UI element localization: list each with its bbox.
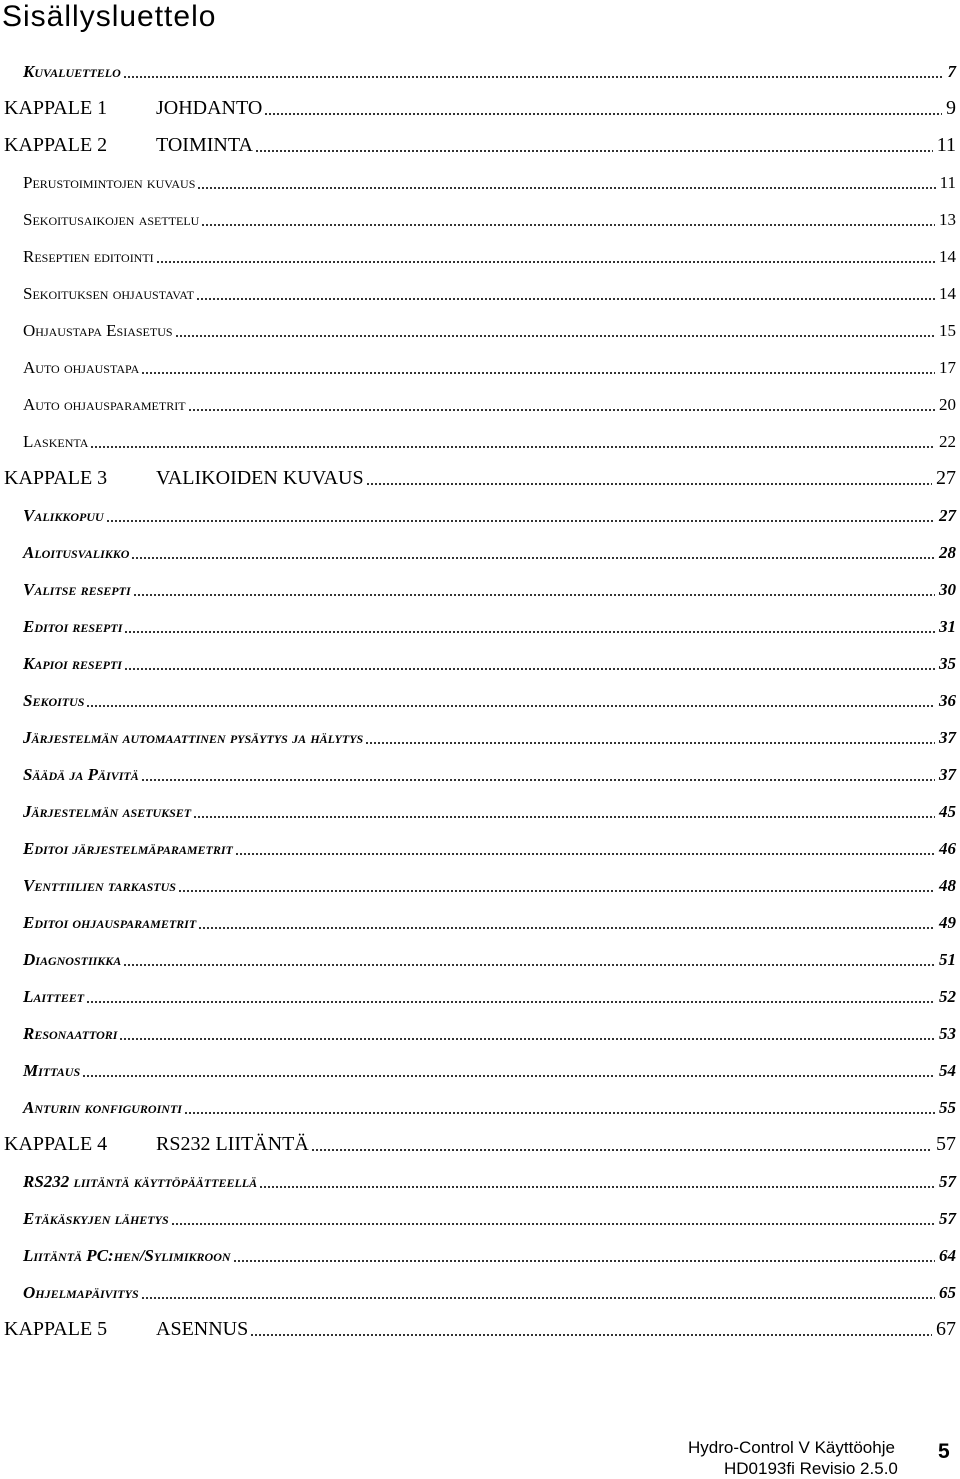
toc-entry[interactable] [0, 349, 960, 386]
section-title: Valikkopuu [23, 505, 104, 525]
toc-entry[interactable] [0, 978, 960, 1015]
page-number: 35 [939, 653, 956, 673]
toc-entry[interactable] [0, 201, 960, 238]
page-number: 14 [939, 246, 956, 266]
section-title: Sekoituksen ohjaustavat [23, 283, 194, 303]
dot-leader [178, 890, 935, 892]
chapter-number: KAPPALE 3 [4, 467, 108, 489]
page-number: 9 [946, 97, 956, 119]
section-title: Ohjelmapäivitys [23, 1282, 139, 1302]
dot-leader [366, 483, 932, 485]
toc-entry[interactable] [0, 682, 960, 719]
toc-entry[interactable] [0, 238, 960, 275]
page-number: 37 [939, 727, 956, 747]
page-number: 57 [939, 1208, 956, 1228]
toc-entry[interactable] [0, 1311, 960, 1348]
page-number: 27 [936, 467, 956, 489]
footer-page-number: 5 [938, 1440, 950, 1463]
chapter-title: RS232 LIITÄNTÄ [156, 1133, 309, 1155]
toc-entry[interactable] [0, 497, 960, 534]
dot-leader [365, 742, 935, 744]
dot-leader [141, 372, 935, 374]
toc-entry[interactable] [0, 312, 960, 349]
toc-entry[interactable] [0, 830, 960, 867]
page-number: 52 [939, 986, 956, 1006]
page-number: 30 [939, 579, 956, 599]
toc-entry[interactable] [0, 1052, 960, 1089]
dot-leader [131, 557, 935, 559]
dot-leader [133, 594, 935, 596]
dot-leader [250, 1334, 932, 1336]
toc-entry[interactable] [0, 1200, 960, 1237]
toc-entry[interactable] [0, 904, 960, 941]
section-title: Mittaus [23, 1060, 81, 1080]
section-title: Aloitusvalikko [23, 542, 130, 562]
chapter-number: KAPPALE 1 [4, 97, 108, 119]
dot-leader [86, 705, 935, 707]
chapter-title: VALIKOIDEN KUVAUS [156, 467, 364, 489]
toc-entry[interactable] [0, 275, 960, 312]
section-title: Venttiilien tarkastus [23, 875, 176, 895]
page-number: 57 [936, 1133, 956, 1155]
section-title: Reseptien editointi [23, 246, 154, 266]
section-title: RS232 liitäntä käyttöpäätteellä [23, 1171, 258, 1191]
page-number: 57 [939, 1171, 956, 1191]
section-title: Ohjaustapa Esiasetus [23, 320, 173, 340]
dot-leader [184, 1112, 935, 1114]
toc-entry[interactable] [0, 1126, 960, 1163]
dot-leader [201, 224, 935, 226]
page-number: 36 [939, 690, 956, 710]
section-title: Anturin konfigurointi [23, 1097, 182, 1117]
page-number: 51 [939, 949, 956, 969]
page-number: 64 [939, 1245, 956, 1265]
section-title: Säädä ja Päivitä [23, 764, 139, 784]
toc-entry[interactable] [0, 127, 960, 164]
page-number: 11 [939, 172, 956, 192]
toc-entry[interactable] [0, 571, 960, 608]
dot-leader [106, 520, 935, 522]
page-number: 7 [947, 61, 956, 81]
dot-leader [197, 187, 935, 189]
toc-entry[interactable] [0, 756, 960, 793]
section-title: Kapioi resepti [23, 653, 122, 673]
page-number: 55 [939, 1097, 956, 1117]
dot-leader [119, 1038, 935, 1040]
dot-leader [90, 446, 935, 448]
chapter-number: KAPPALE 5 [4, 1318, 108, 1340]
dot-leader [86, 1001, 935, 1003]
chapter-title: JOHDANTO [156, 97, 263, 119]
section-title: Laitteet [23, 986, 85, 1006]
toc-entry[interactable] [0, 645, 960, 682]
page-number: 48 [939, 875, 956, 895]
section-title: Kuvaluettelo [23, 61, 121, 81]
chapter-title: TOIMINTA [156, 134, 253, 156]
section-title: Laskenta [23, 431, 89, 451]
page-number: 46 [939, 838, 956, 858]
page-number: 17 [939, 357, 956, 377]
dot-leader [171, 1223, 935, 1225]
dot-leader [141, 779, 935, 781]
dot-leader [255, 150, 933, 152]
dot-leader [156, 261, 935, 263]
dot-leader [196, 298, 935, 300]
footer-doc-title: Hydro-Control V Käyttöohje [688, 1438, 895, 1457]
section-title: Auto ohjausparametrit [23, 394, 186, 414]
page-number: 11 [936, 134, 956, 156]
dot-leader [124, 631, 935, 633]
footer-doc-code: HD0193fi Revisio 2.5.0 [724, 1459, 898, 1478]
page-title: Sisällysluettelo [2, 0, 217, 33]
page-number: 20 [939, 394, 956, 414]
toc-entry[interactable] [0, 534, 960, 571]
chapter-number: KAPPALE 4 [4, 1133, 108, 1155]
page-number: 27 [939, 505, 956, 525]
section-title: Järjestelmän asetukset [23, 801, 192, 821]
section-title: Editoi ohjausparametrit [23, 912, 197, 932]
toc-entry[interactable] [0, 1089, 960, 1126]
dot-leader [123, 76, 944, 78]
dot-leader [175, 335, 935, 337]
page-number: 54 [939, 1060, 956, 1080]
page-number: 22 [939, 431, 956, 451]
toc-entry[interactable] [0, 423, 960, 460]
section-title: Perustoimintojen kuvaus [23, 172, 196, 192]
page-number: 49 [939, 912, 956, 932]
dot-leader [233, 1260, 935, 1262]
page-number: 13 [939, 209, 956, 229]
toc-entry[interactable] [0, 164, 960, 201]
dot-leader [198, 927, 935, 929]
toc-entry[interactable] [0, 793, 960, 830]
section-title: Valitse resepti [23, 579, 131, 599]
dot-leader [235, 853, 935, 855]
section-title: Liitäntä PC:hen/Sylimikroon [23, 1245, 231, 1265]
table-of-contents [0, 53, 960, 1348]
section-title: Diagnostiikka [23, 949, 122, 969]
toc-entry[interactable] [0, 1015, 960, 1052]
toc-entry[interactable] [0, 719, 960, 756]
toc-entry[interactable] [0, 53, 960, 90]
dot-leader [193, 816, 935, 818]
page-number: 67 [936, 1318, 956, 1340]
section-title: Järjestelmän automaattinen pysäytys ja hälytys [23, 727, 364, 747]
section-title: Editoi järjestelmäparametrit [23, 838, 233, 858]
page-number: 15 [939, 320, 956, 340]
section-title: Sekoitus [23, 690, 85, 710]
section-title: Etäkäskyjen lähetys [23, 1208, 169, 1228]
dot-leader [259, 1186, 935, 1188]
toc-entry[interactable] [0, 867, 960, 904]
toc-entry[interactable] [0, 90, 960, 127]
toc-entry[interactable] [0, 1237, 960, 1274]
toc-entry[interactable] [0, 386, 960, 423]
section-title: Sekoitusaikojen asettelu [23, 209, 200, 229]
dot-leader [141, 1297, 935, 1299]
toc-entry[interactable] [0, 460, 960, 497]
dot-leader [311, 1149, 932, 1151]
page-number: 28 [939, 542, 956, 562]
page-number: 45 [939, 801, 956, 821]
dot-leader [124, 668, 935, 670]
chapter-title: ASENNUS [156, 1318, 249, 1340]
chapter-number: KAPPALE 2 [4, 134, 108, 156]
toc-entry[interactable] [0, 1274, 960, 1311]
page-number: 31 [939, 616, 956, 636]
toc-entry[interactable] [0, 941, 960, 978]
toc-entry[interactable] [0, 1163, 960, 1200]
page-number: 65 [939, 1282, 956, 1302]
dot-leader [123, 964, 935, 966]
page-number: 37 [939, 764, 956, 784]
toc-entry[interactable] [0, 608, 960, 645]
section-title: Editoi resepti [23, 616, 123, 636]
section-title: Resonaattori [23, 1023, 118, 1043]
page-number: 53 [939, 1023, 956, 1043]
dot-leader [264, 113, 942, 115]
section-title: Auto ohjaustapa [23, 357, 140, 377]
dot-leader [82, 1075, 935, 1077]
dot-leader [188, 409, 935, 411]
page-number: 14 [939, 283, 956, 303]
